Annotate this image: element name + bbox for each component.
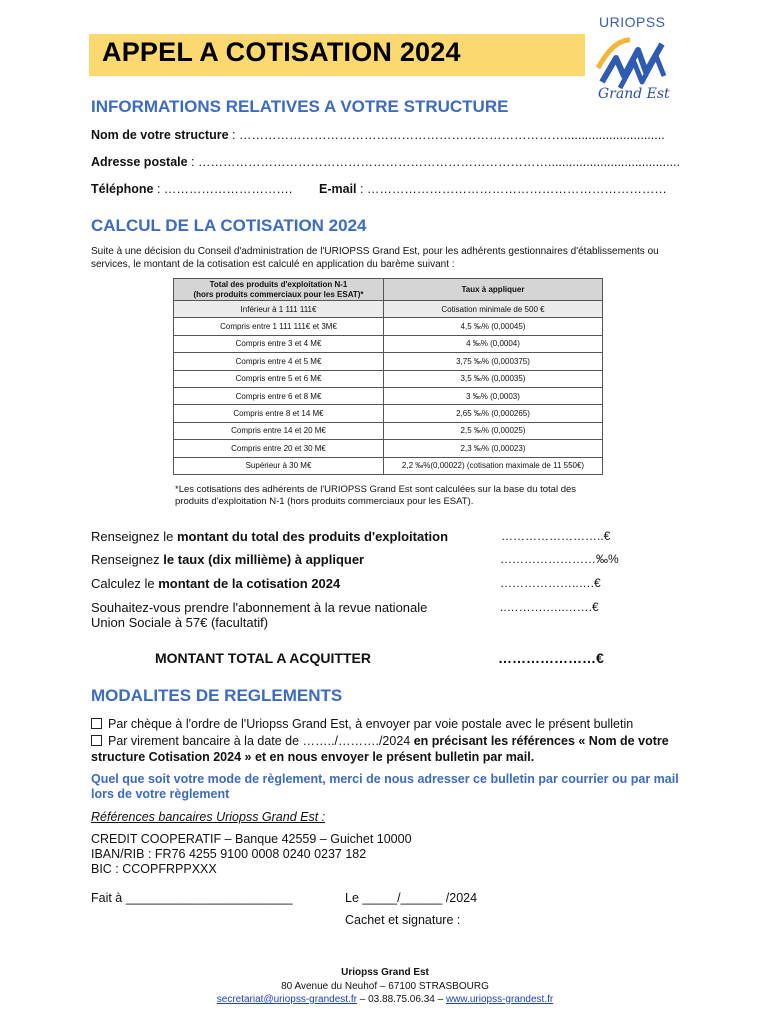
rates-rate-cell: 2,65 ‰% (0,000265) <box>384 405 603 422</box>
rates-rate-cell: 3 ‰% (0,0003) <box>384 387 603 404</box>
rates-range-cell: Compris entre 8 et 14 M€ <box>174 405 384 422</box>
rates-row <box>174 353 603 370</box>
rates-row <box>174 405 603 422</box>
calc-line-abonnement: Souhaitez-vous prendre l'abonnement à la revue nationale Union Sociale à 57€ (facultatif) <box>91 600 428 630</box>
rates-row <box>174 370 603 387</box>
address-dots: : …………………………………………………………………………...................................... <box>187 155 680 169</box>
footer-address: 80 Avenue du Neuhof – 67100 STRASBOURG <box>281 981 489 992</box>
footer-web-link[interactable]: www.uriopss-grandest.fr <box>445 994 554 1005</box>
section-calc-title: CALCUL DE LA COTISATION 2024 <box>91 216 367 235</box>
total-input[interactable]: …………………€ <box>498 650 604 666</box>
rates-rate-cell: 2,5 ‰% (0,00025) <box>384 422 603 439</box>
structure-name-label: Nom de votre structure <box>91 128 229 142</box>
rates-range-cell: Compris entre 20 et 30 M€ <box>174 440 384 457</box>
calc-line-total-produits: Renseignez le montant du total des produits d'exploitation <box>91 529 449 544</box>
rates-range-cell: Compris entre 4 et 5 M€ <box>174 353 384 370</box>
email-field[interactable] <box>319 182 667 196</box>
rates-col-rate-header: Taux à appliquer <box>384 279 603 301</box>
page-title: APPEL A COTISATION 2024 <box>102 37 461 67</box>
payment-notice: Quel que soit votre mode de règlement, merci de nous adresser ce bulletin par courrier ou par mail lors de votre règlement <box>91 772 679 801</box>
section-info-title: INFORMATIONS RELATIVES A VOTRE STRUCTURE <box>91 97 509 116</box>
total-label: MONTANT TOTAL A ACQUITTER <box>155 650 371 666</box>
virement-checkbox[interactable] <box>91 735 102 746</box>
pay-option-cheque[interactable]: Par chèque à l'ordre de l'Uriopss Grand Est, à envoyer par voie postale avec le présent bulletin <box>91 716 633 732</box>
rates-range-cell: Compris entre 6 et 8 M€ <box>174 387 384 404</box>
email-label: E-mail <box>319 182 357 196</box>
structure-name-dots: : ……………………………………………………………………............................. <box>228 128 665 142</box>
rates-footnote: *Les cotisations des adhérents de l'URIOPSS Grand Est sont calculées sur la base du total des produits d'exploitation N-1 (hors produits commerciaux pour les ESAT). <box>175 484 577 507</box>
rates-rate-cell: 3,75 ‰% (0,000375) <box>384 353 603 370</box>
rates-rate-cell: 2,2 ‰%(0,00022) (cotisation maximale de 11 550€) <box>384 457 603 474</box>
rates-row <box>174 422 603 439</box>
phone-dots: : …………………………. <box>153 182 293 196</box>
rates-range-cell: Supérieur à 30 M€ <box>174 457 384 474</box>
rates-col-range-header: Total des produits d'exploitation N-1 (hors produits commerciaux pour les ESAT)* <box>174 279 384 301</box>
rates-row <box>174 440 603 457</box>
signature-label: Cachet et signature : <box>345 913 461 927</box>
structure-name-field[interactable] <box>91 128 665 142</box>
address-label: Adresse postale <box>91 155 188 169</box>
rates-range-cell: Inférieur à 1 111 111€ <box>174 301 384 318</box>
montant-input[interactable]: ………………..….€ <box>500 576 601 590</box>
pay-option-virement[interactable]: Par virement bancaire à la date de ……../………./2024 en précisant les références « Nom de votre structure Cotisation 2024 » et en nous envoyer le présent bulletin par mail. <box>91 734 669 764</box>
bank-title: Références bancaires Uriopss Grand Est : <box>91 810 326 824</box>
rates-row <box>174 387 603 404</box>
calc-line-taux: Renseignez le taux (dix millième) à appliquer <box>91 552 365 567</box>
section-pay-title: MODALITES DE REGLEMENTS <box>91 686 343 705</box>
taux-input[interactable]: ……………………‰% <box>500 552 619 566</box>
rates-range-cell: Compris entre 14 et 20 M€ <box>174 422 384 439</box>
rates-row <box>174 457 603 474</box>
bank-details: CREDIT COOPERATIF – Banque 42559 – Guichet 10000 IBAN/RIB : FR76 4255 9100 0008 0240 0237 182 BIC : CCOPFRPPXXX <box>91 832 412 876</box>
fait-a-field[interactable]: Fait à ________________________ <box>91 891 293 905</box>
calc-intro: Suite à une décision du Conseil d'administration de l'URIOPSS Grand Est, pour les adhérents gestionnaires d'établissements ou services, le montant de la cotisation est calculé en application du barème suivant : <box>91 246 659 270</box>
calc-line-montant: Calculez le montant de la cotisation 2024 <box>91 576 341 591</box>
rates-rate-cell: Cotisation minimale de 500 € <box>384 301 603 318</box>
footer-email-link[interactable]: secretariat@uriopss-grandest.fr <box>216 994 357 1005</box>
cheque-checkbox[interactable] <box>91 718 102 729</box>
rates-range-cell: Compris entre 3 et 4 M€ <box>174 335 384 352</box>
footer-org: Uriopss Grand Est <box>341 967 429 978</box>
logo-subtitle: Grand Est <box>598 86 670 102</box>
address-field[interactable] <box>91 155 680 169</box>
footer-contact: secretariat@uriopss-grandest.fr – 03.88.75.06.34 – www.uriopss-grandest.fr <box>216 994 554 1005</box>
phone-field[interactable] <box>91 182 292 196</box>
total-produits-input[interactable]: ……………………..€ <box>501 529 611 543</box>
phone-label: Téléphone <box>91 182 154 196</box>
rates-row <box>174 318 603 335</box>
logo-name: URIOPSS <box>599 14 666 30</box>
rates-range-cell: Compris entre 1 111 111€ et 3M€ <box>174 318 384 335</box>
rates-table <box>173 278 603 475</box>
rates-row <box>174 335 603 352</box>
rates-rate-cell: 2,3 ‰% (0,00023) <box>384 440 603 457</box>
rates-rate-cell: 4,5 ‰% (0,00045) <box>384 318 603 335</box>
abonnement-input[interactable]: ..……….…..…….€ <box>500 600 599 614</box>
rates-range-cell: Compris entre 5 et 6 M€ <box>174 370 384 387</box>
rates-row <box>174 301 603 318</box>
rates-rate-cell: 3,5 ‰% (0,00035) <box>384 370 603 387</box>
date-field[interactable]: Le _____/______ /2024 <box>345 891 478 905</box>
email-dots: : ……………………………………………………………… <box>356 182 667 196</box>
rates-rate-cell: 4 ‰% (0,0004) <box>384 335 603 352</box>
